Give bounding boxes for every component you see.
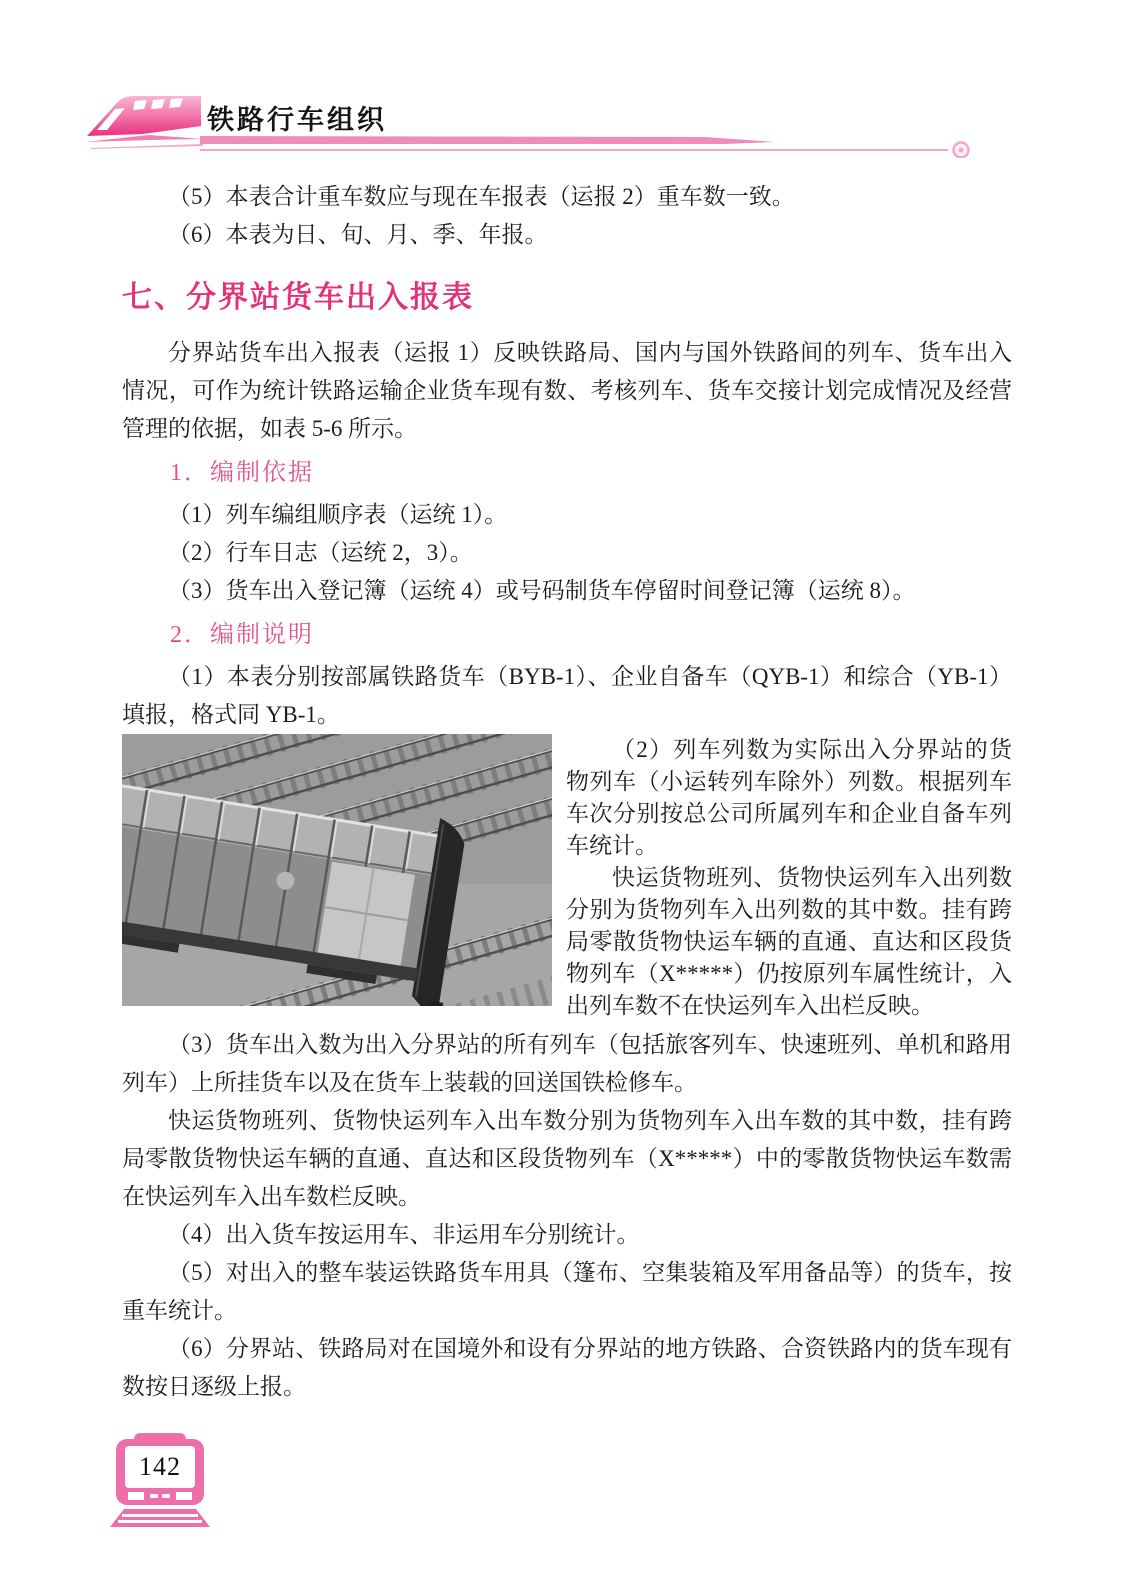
side-text-column [566, 734, 1012, 1022]
subsection-heading-notes: 2．编制说明 [170, 622, 314, 648]
notes-paragraph-2a: （2）列车列数为实际出入分界站的货物列车（小运转列车除外）列数。根据列车车次分别按总公司所属列车和企业自备车列车统计。 [566, 737, 1012, 858]
notes-paragraph-1: （1）本表分别按部属铁路货车（BYB-1）、企业自备车（QYB-1）和综合（YB-1）填报，格式同 YB-1。 [122, 664, 1012, 727]
lead-paragraph: 分界站货车出入报表（运报 1）反映铁路局、国内与国外铁路间的列车、货车出入情况，可作为统计铁路运输企业货车现有数、考核列车、货车交接计划完成情况及经营管理的依据，如表 5-6 所示。 [122, 340, 1012, 441]
notes-paragraph-3a: （3）货车出入数为出入分界站的所有列车（包括旅客列车、快速班列、单机和路用列车）上所挂货车以及在货车上装载的回送国铁检修车。 [122, 1032, 1012, 1095]
basis-item-1: （1）列车编组顺序表（运统 1）。 [168, 502, 508, 527]
photo-and-text-row [122, 734, 1012, 1022]
note-6: （6）本表为日、旬、月、季、年报。 [168, 222, 548, 247]
notes-paragraph-2b: 快运货物班列、货物快运列车入出列数分别为货物列车入出列数的其中数。挂有跨局零散货物快运车辆的直通、直达和区段货物列车（X*****）仍按原列车属性统计，入出列车数不在快运列车入出栏反映。 [566, 865, 1012, 1018]
freight-wagon-photo [122, 734, 552, 1006]
notes-paragraph-3b: 快运货物班列、货物快运列车入出车数分别为货物列车入出车数的其中数，挂有跨局零散货物快运车辆的直通、直达和区段货物列车（X*****）中的零散货物快运车数需在快运列车入出车数栏反映。 [122, 1108, 1012, 1209]
notes-paragraph-6: （6）分界站、铁路局对在国境外和设有分界站的地方铁路、合资铁路内的货车现有数按日逐级上报。 [122, 1336, 1012, 1399]
notes-paragraph-5: （5）对出入的整车装运铁路货车用具（篷布、空集装箱及军用备品等）的货车，按重车统计。 [122, 1260, 1012, 1323]
subsection-heading-basis: 1．编制依据 [170, 460, 314, 486]
section-heading: 七、分界站货车出入报表 [122, 281, 474, 314]
header-rule [85, 130, 1015, 158]
basis-item-3: （3）货车出入登记簿（运统 4）或号码制货车停留时间登记簿（运统 8）。 [168, 578, 916, 603]
page-number: 142 [139, 1452, 181, 1481]
page-header [85, 90, 1015, 168]
book-title: 铁路行车组织 [207, 105, 387, 135]
page-number-badge [108, 1433, 212, 1529]
page-body [122, 178, 1012, 1406]
notes-paragraph-4: （4）出入货车按运用车、非运用车分别统计。 [168, 1222, 640, 1247]
note-5: （5）本表合计重车数应与现在车报表（运报 2）重车数一致。 [168, 184, 795, 209]
basis-item-2: （2）行车日志（运统 2，3）。 [168, 540, 473, 565]
